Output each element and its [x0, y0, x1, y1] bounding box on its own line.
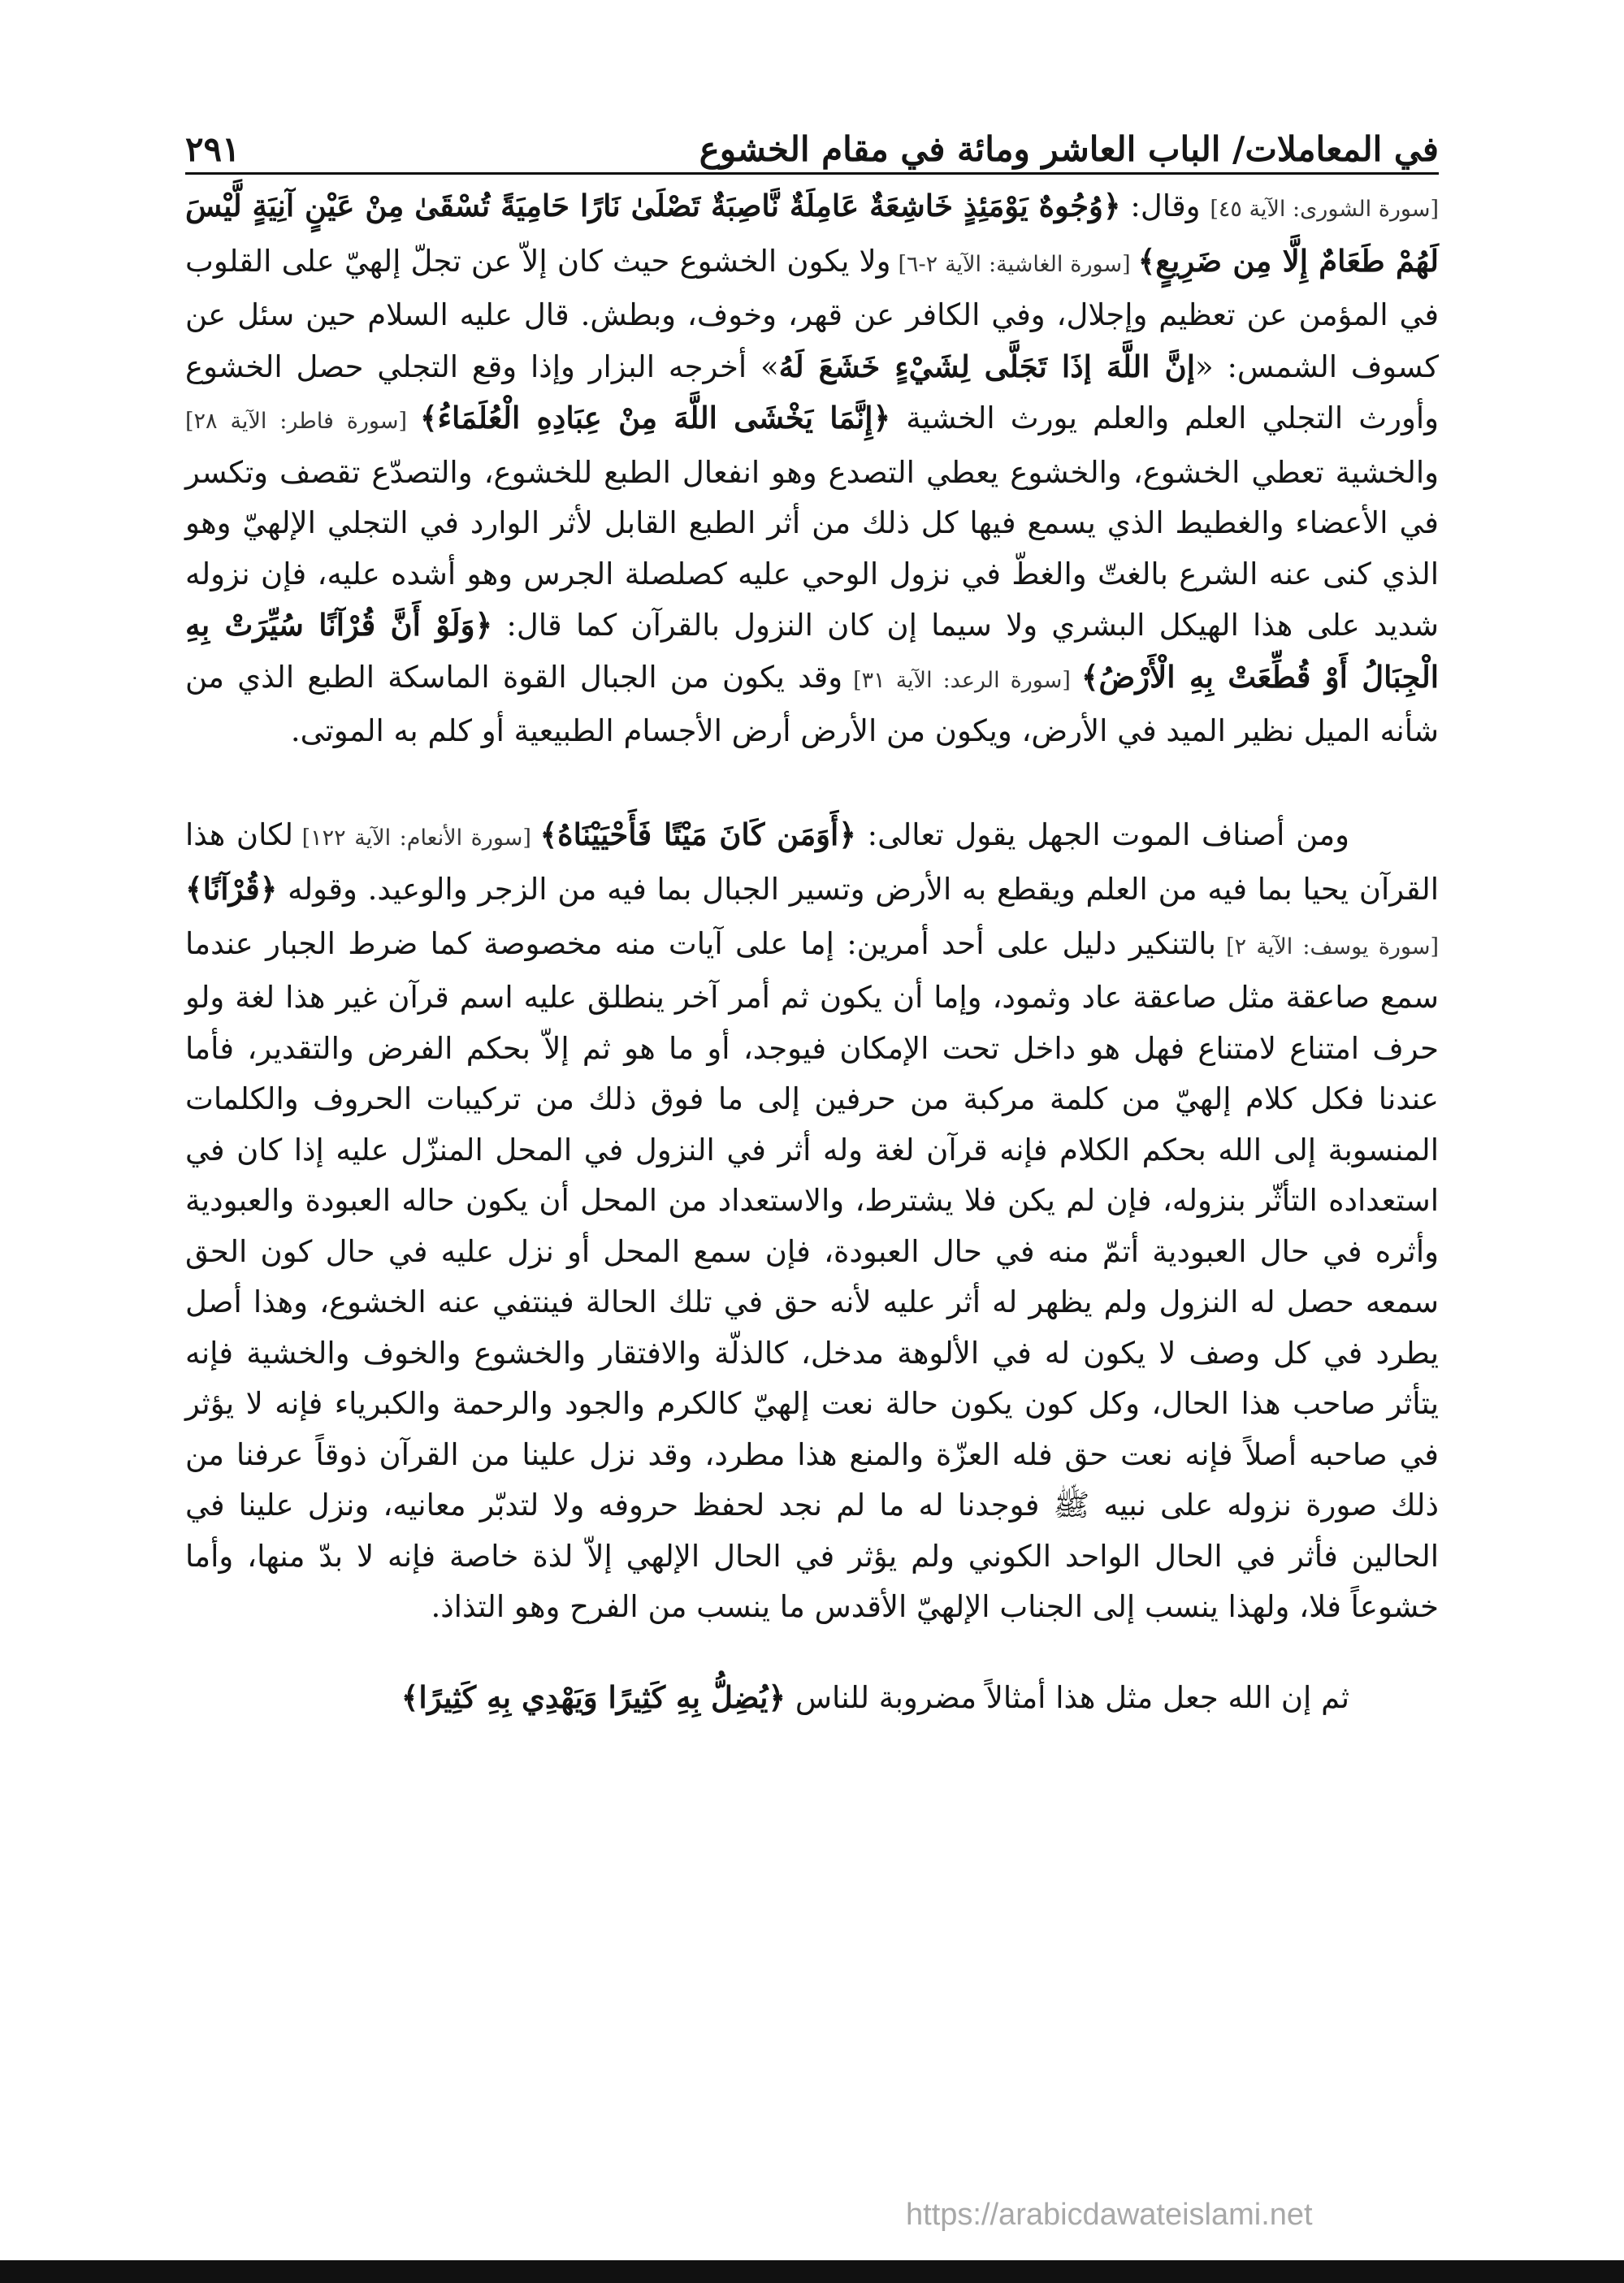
quran-verse: ﴿إِنَّمَا يَخْشَى اللَّهَ مِنْ عِبَادِهِ الْعُلَمَاءُ﴾ [419, 400, 891, 435]
quran-verse: ﴿وَلَوْ أَنَّ قُرْآنًا سُيِّرَتْ بِهِ الْجِبَالُ أَوْ قُطِّعَتْ بِهِ الْأَرْضُ﴾ [185, 607, 1439, 695]
chapter-title: في المعاملات/ الباب العاشر ومائة في مقام الخشوع [699, 129, 1439, 169]
text-run: ومن أصناف الموت الجهل يقول تعالى: [855, 817, 1350, 852]
paragraph-1 [185, 180, 1439, 757]
text-run: وقال: [1120, 188, 1210, 223]
paragraph-2 [185, 809, 1439, 1633]
citation: [سورة الشورى: الآية ٤٥] [1210, 197, 1439, 222]
text-run: بالتنكير دليل على أحد أمرين: إما على آيات منه مخصوصة كما ضرط الجبار عندما سمع صاعقة مثل صاعقة عاد وثمود، وإما أن يكون ثم أمر آخر ينطلق عليه اسم قرآن غير هذا لغة ولو حرف امتناع لامتناع فهل هو داخل تحت الإمكان فيوجد، أو ما هو ثم إلاّ بحكم الفرض والتقدير، فأما عندنا فكل كلام إلهيّ من كلمة مركبة من حرفين إلى ما فوق ذلك من تركيبات الحروف والكلمات المنسوبة إلى الله بحكم الكلام فإنه قرآن لغة وله أثر في النزول في المحل المنزّل عليه إذا كان في استعداده التأثّر بنزوله، فإن لم يكن فلا يشترط، والاستعداد من المحل أن يكون حاله العبودة والعبودية وأثره في حال العبودية أتمّ منه في حال العبودة، فإن سمع المحل أو نزل عليه في حال كون الحق سمعه حصل له النزول ولم يظهر له أثر عليه لأنه حق في تلك الحالة فينتفي عنه الخشوع، وهذا أصل يطرد في كل وصف لا يكون له في الألوهة مدخل، كالذلّة والافتقار والخشوع والخوف والخشية فإنه يتأثر صاحب هذا الحال، وكل كون يكون حالة نعت إلهيّ كالكرم والجود والرحمة والكبرياء فإنه لا يؤثر في صاحبه أصلاً فإنه نعت حق فله العزّة والمنع هذا مطرد، وقد نزل علينا من القرآن ذوقاً عرفنا من ذلك صورة نزوله على نبيه ﷺ فوجدنا له ما لم نجد لحفظ حروفه ولا لتدبّر معانيه، ونزل علينا في الحالين فأثر في الحال الواحد الكوني ولم يؤثر في الحال الإلهي إلاّ لذة خاصة فإنه لا بدّ منها، وأما خشوعاً فلا، ولهذا ينسب إلى الجناب الإلهيّ الأقدس ما ينسب من الفرح وهو التذاذ. [185, 925, 1440, 1624]
citation: [سورة الأنعام: الآية ١٢٢] [293, 825, 540, 851]
citation: [سورة فاطر: الآية ٢٨] [185, 409, 420, 434]
quran-verse: ﴿وُجُوهٌ يَوْمَئِذٍ خَاشِعَةٌ عَامِلَةٌ نَّاصِبَةٌ تَصْلَىٰ نَارًا حَامِيَةً تُسْقَىٰ مِنْ عَيْنٍ آنِيَةٍ لَّيْسَ لَهُمْ طَعَامٌ إِلَّا مِن ضَرِيعٍ﴾ [185, 188, 1439, 279]
scan-edge-bar [0, 2260, 1624, 2283]
running-header [185, 96, 1439, 169]
watermark-url: https://arabicdawateislami.net [906, 2198, 1313, 2232]
text-run: ولا يكون الخشوع حيث كان إلاّ عن تجلّ إلهيّ على القلوب في المؤمن عن تعظيم وإجلال، وفي الكافر عن قهر، وخوف، وبطش. قال عليه السلام حين سئل عن كسوف الشمس: « [185, 243, 1439, 384]
paragraph-gap [185, 1633, 1439, 1672]
body-text [185, 180, 1439, 1723]
citation: [سورة الغاشية: الآية ٢-٦] [890, 251, 1138, 277]
page-number: ٢٩١ [185, 129, 240, 169]
citation: [سورة يوسف: الآية ٢] [1215, 934, 1440, 960]
hadith-quote: إنَّ اللَّهَ إذَا تَجَلَّى لِشَيْءٍ خَشَعَ لَهُ [778, 348, 1195, 384]
citation: [سورة الرعد: الآية ٣١] [842, 667, 1081, 693]
quran-verse: ﴿يُضِلُّ بِهِ كَثِيرًا وَيَهْدِي بِهِ كَثِيرًا﴾ [401, 1679, 786, 1715]
text-run: لكان هذا القرآن يحيا بما فيه من العلم ويقطع به الأرض وتسير الجبال بما فيه من الزجر والوعيد. وقوله [185, 817, 1439, 907]
text-run: والخشية تعطي الخشوع، والخشوع يعطي التصدع وهو انفعال الطبع للخشوع، والتصدّع تقصف وتكسر في الأعضاء والغطيط الذي يسمع فيها كل ذلك من أثر الطبع القابل لأثر الوارد في التجلي الإلهيّ وهو الذي كنى عنه الشرع بالغتّ والغطّ في نزول الوحي عليه كصلصلة الجرس وهو أشده عليه، فإن نزوله شديد على هذا الهيكل البشري ولا سيما إن كان النزول بالقرآن كما قال: [185, 454, 1439, 643]
header-rule [185, 172, 1439, 175]
paragraph-3 [185, 1672, 1439, 1724]
text-run: وقد يكون من الجبال القوة الماسكة الطبع الذي من شأنه الميل نظير الميد في الأرض، ويكون من الأرض أرض الأجسام الطبيعية أو كلم به الموتى. [185, 659, 1439, 748]
paragraph-gap [185, 757, 1439, 809]
quran-verse: ﴿أَوَمَن كَانَ مَيْتًا فَأَحْيَيْنَاهُ﴾ [539, 816, 856, 852]
text-run: » أخرجه البزار وإذا وقع التجلي حصل الخشوع وأورث التجلي العلم والعلم يورث الخشية [185, 349, 1439, 435]
quran-verse: ﴿قُرْآنًا﴾ [185, 871, 278, 907]
text-run: ثم إن الله جعل مثل هذا أمثالاً مضروبة للناس [786, 1679, 1349, 1715]
